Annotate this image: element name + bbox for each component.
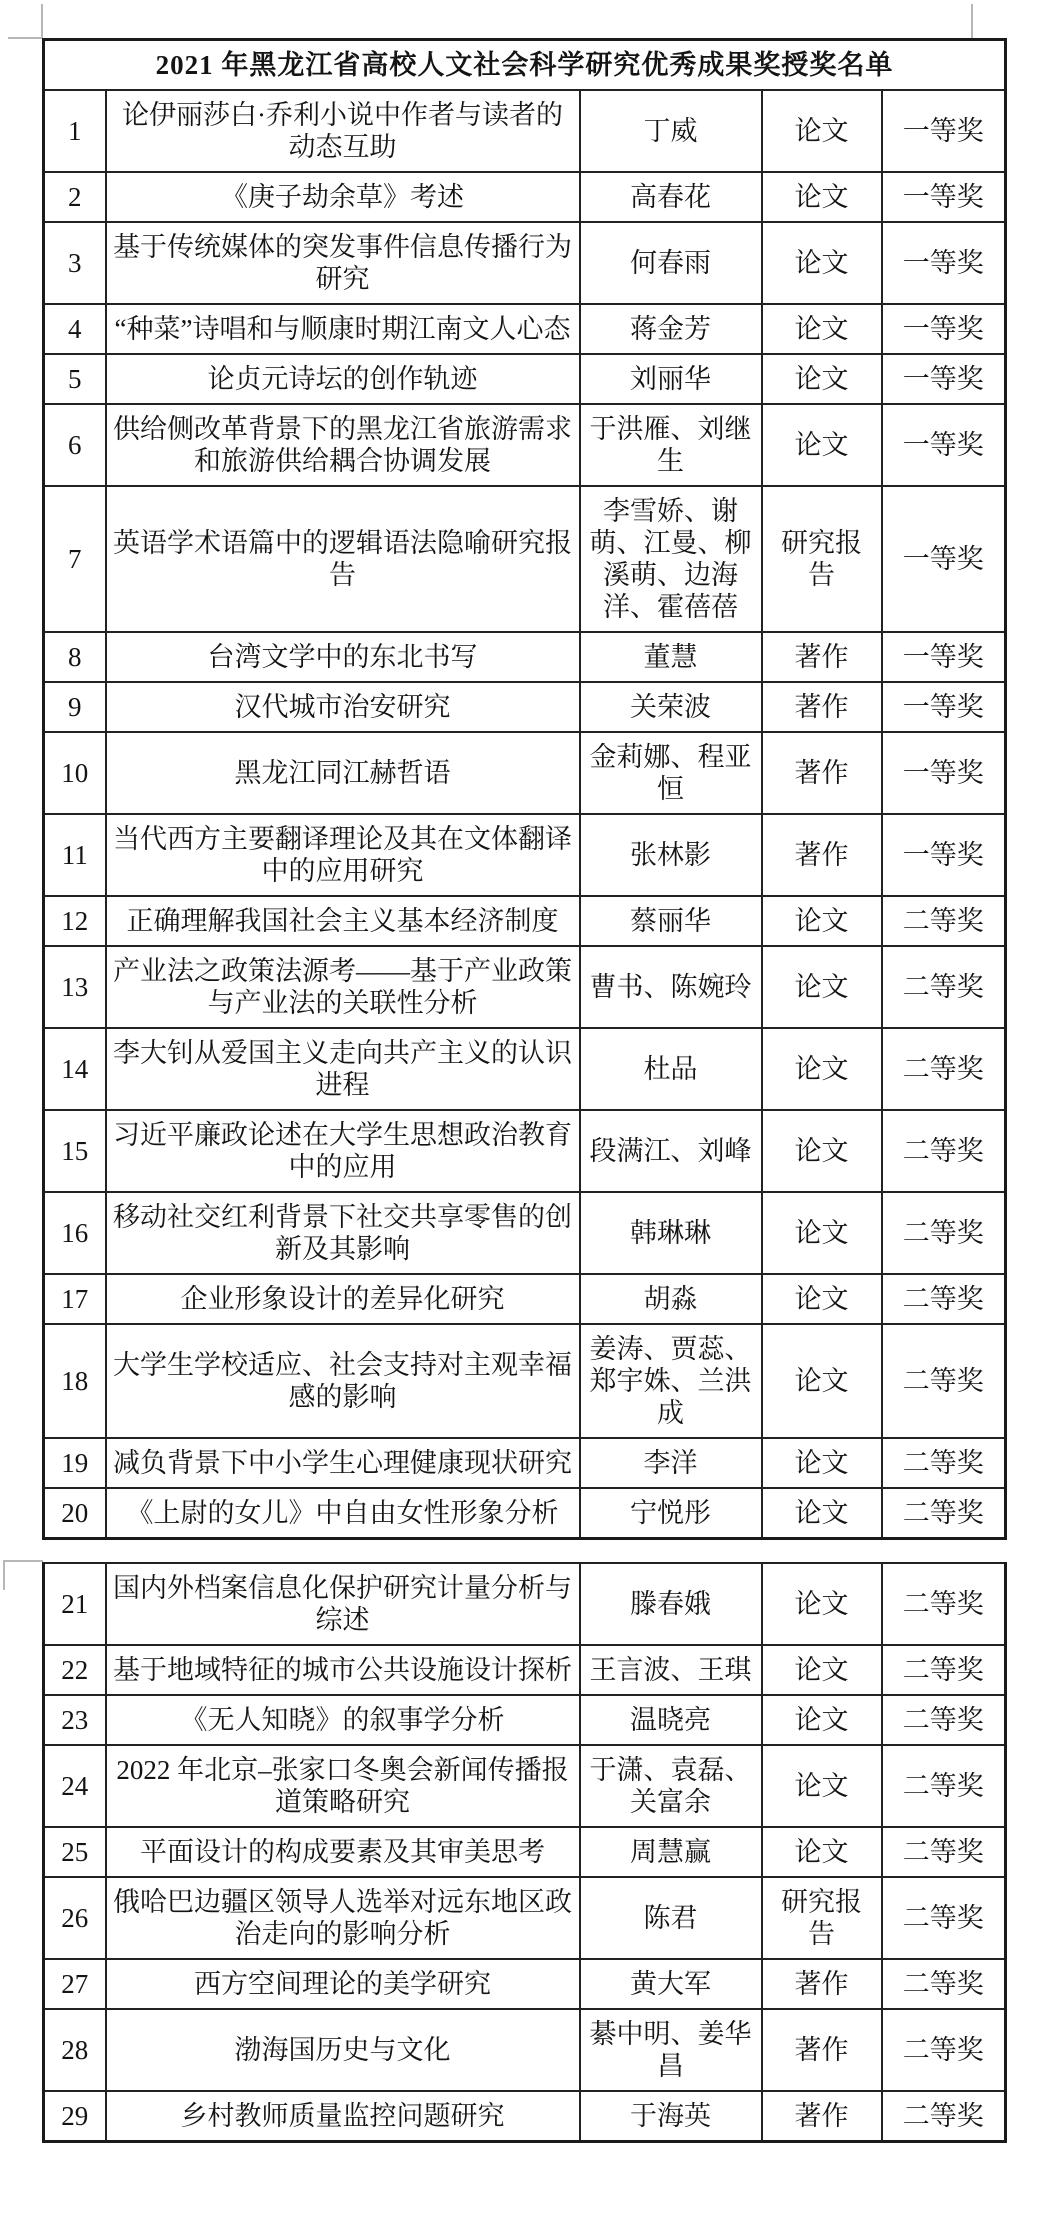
awards-table-segment-2 [42, 1562, 1007, 2143]
cell-achievement-title: 平面设计的构成要素及其审美思考 [106, 1827, 580, 1877]
cell-row-number: 1 [44, 90, 106, 172]
cell-authors: 黄大军 [580, 1959, 762, 2009]
cell-authors: 张林影 [580, 814, 762, 896]
cell-row-number: 14 [44, 1028, 106, 1110]
cell-achievement-title: 《无人知晓》的叙事学分析 [106, 1695, 580, 1745]
cell-row-number: 23 [44, 1695, 106, 1745]
cell-row-number: 29 [44, 2091, 106, 2142]
cell-row-number: 16 [44, 1192, 106, 1274]
cell-authors: 刘丽华 [580, 354, 762, 404]
cell-achievement-type: 论文 [762, 172, 882, 222]
cell-achievement-title: 西方空间理论的美学研究 [106, 1959, 580, 2009]
cell-achievement-title: 大学生学校适应、社会支持对主观幸福感的影响 [106, 1324, 580, 1438]
cell-row-number: 15 [44, 1110, 106, 1192]
table-row [44, 1438, 1006, 1488]
cell-achievement-type: 论文 [762, 404, 882, 486]
cell-row-number: 25 [44, 1827, 106, 1877]
cell-achievement-type: 论文 [762, 1563, 882, 1645]
cell-achievement-title: “种菜”诗唱和与顺康时期江南文人心态 [106, 304, 580, 354]
table-row [44, 304, 1006, 354]
cell-award-level: 一等奖 [882, 682, 1006, 732]
cell-achievement-type: 著作 [762, 2091, 882, 2142]
cell-row-number: 11 [44, 814, 106, 896]
table-row [44, 814, 1006, 896]
cell-achievement-type: 著作 [762, 732, 882, 814]
cell-award-level: 一等奖 [882, 814, 1006, 896]
awards-rows-page-1 [44, 90, 1006, 1539]
cell-award-level: 一等奖 [882, 732, 1006, 814]
cell-achievement-title: 《上尉的女儿》中自由女性形象分析 [106, 1488, 580, 1539]
cell-award-level: 一等奖 [882, 354, 1006, 404]
cell-achievement-type: 论文 [762, 354, 882, 404]
table-row [44, 354, 1006, 404]
cell-row-number: 19 [44, 1438, 106, 1488]
scan-artifact-line [8, 37, 42, 39]
cell-authors: 金莉娜、程亚恒 [580, 732, 762, 814]
cell-row-number: 13 [44, 946, 106, 1028]
cell-achievement-title: 论伊丽莎白·乔利小说中作者与读者的动态互助 [106, 90, 580, 172]
cell-award-level: 一等奖 [882, 172, 1006, 222]
cell-achievement-type: 论文 [762, 1028, 882, 1110]
cell-award-level: 一等奖 [882, 486, 1006, 632]
cell-authors: 王言波、王琪 [580, 1645, 762, 1695]
cell-row-number: 17 [44, 1274, 106, 1324]
cell-row-number: 28 [44, 2009, 106, 2091]
cell-authors: 丁威 [580, 90, 762, 172]
table-row [44, 1959, 1006, 2009]
cell-award-level: 二等奖 [882, 1645, 1006, 1695]
page-break-segment [42, 1562, 1004, 2143]
cell-row-number: 27 [44, 1959, 106, 2009]
cell-award-level: 二等奖 [882, 896, 1006, 946]
cell-achievement-type: 研究报告 [762, 1877, 882, 1959]
cell-achievement-type: 研究报告 [762, 486, 882, 632]
table-row [44, 90, 1006, 172]
cell-award-level: 二等奖 [882, 1563, 1006, 1645]
cell-achievement-title: 《庚子劫余草》考述 [106, 172, 580, 222]
scan-artifact-line [971, 4, 973, 40]
table-row [44, 1645, 1006, 1695]
cell-achievement-type: 论文 [762, 1438, 882, 1488]
cell-authors: 陈君 [580, 1877, 762, 1959]
title-row [44, 40, 1006, 91]
cell-achievement-title: 产业法之政策法源考——基于产业政策与产业法的关联性分析 [106, 946, 580, 1028]
awards-table-segment-1 [42, 38, 1007, 1540]
cell-achievement-title: 汉代城市治安研究 [106, 682, 580, 732]
document-title: 2021 年黑龙江省高校人文社会科学研究优秀成果奖授奖名单 [44, 40, 1006, 91]
cell-row-number: 20 [44, 1488, 106, 1539]
cell-achievement-type: 论文 [762, 1695, 882, 1745]
table-row [44, 1877, 1006, 1959]
table-row [44, 1563, 1006, 1645]
table-row [44, 172, 1006, 222]
cell-achievement-type: 论文 [762, 1745, 882, 1827]
cell-authors: 曹书、陈婉玲 [580, 946, 762, 1028]
cell-award-level: 二等奖 [882, 1438, 1006, 1488]
cell-achievement-title: 论贞元诗坛的创作轨迹 [106, 354, 580, 404]
cell-achievement-type: 论文 [762, 1110, 882, 1192]
cell-award-level: 二等奖 [882, 1827, 1006, 1877]
cell-achievement-title: 台湾文学中的东北书写 [106, 632, 580, 682]
table-row [44, 682, 1006, 732]
cell-achievement-type: 论文 [762, 1488, 882, 1539]
cell-achievement-title: 基于地域特征的城市公共设施设计探析 [106, 1645, 580, 1695]
cell-award-level: 二等奖 [882, 2091, 1006, 2142]
cell-achievement-title: 国内外档案信息化保护研究计量分析与综述 [106, 1563, 580, 1645]
cell-authors: 温晓亮 [580, 1695, 762, 1745]
cell-achievement-type: 著作 [762, 632, 882, 682]
cell-row-number: 6 [44, 404, 106, 486]
cell-award-level: 一等奖 [882, 222, 1006, 304]
cell-achievement-type: 论文 [762, 1324, 882, 1438]
cell-row-number: 2 [44, 172, 106, 222]
cell-row-number: 10 [44, 732, 106, 814]
cell-award-level: 二等奖 [882, 1959, 1006, 2009]
cell-achievement-title: 正确理解我国社会主义基本经济制度 [106, 896, 580, 946]
cell-award-level: 二等奖 [882, 1028, 1006, 1110]
cell-authors: 关荣波 [580, 682, 762, 732]
table-row [44, 896, 1006, 946]
cell-row-number: 12 [44, 896, 106, 946]
cell-achievement-title: 习近平廉政论述在大学生思想政治教育中的应用 [106, 1110, 580, 1192]
cell-row-number: 21 [44, 1563, 106, 1645]
cell-award-level: 二等奖 [882, 1488, 1006, 1539]
cell-row-number: 5 [44, 354, 106, 404]
table-row [44, 404, 1006, 486]
cell-achievement-type: 论文 [762, 946, 882, 1028]
cell-authors: 段满江、刘峰 [580, 1110, 762, 1192]
cell-row-number: 24 [44, 1745, 106, 1827]
cell-authors: 宁悦彤 [580, 1488, 762, 1539]
cell-award-level: 二等奖 [882, 1110, 1006, 1192]
cell-authors: 姜涛、贾蕊、郑宇姝、兰洪成 [580, 1324, 762, 1438]
cell-row-number: 4 [44, 304, 106, 354]
cell-achievement-type: 论文 [762, 1645, 882, 1695]
cell-award-level: 一等奖 [882, 304, 1006, 354]
cell-achievement-type: 论文 [762, 304, 882, 354]
table-row [44, 632, 1006, 682]
cell-achievement-title: 俄哈巴边疆区领导人选举对远东地区政治走向的影响分析 [106, 1877, 580, 1959]
cell-authors: 李洋 [580, 1438, 762, 1488]
cell-achievement-type: 论文 [762, 1274, 882, 1324]
cell-authors: 董慧 [580, 632, 762, 682]
cell-award-level: 二等奖 [882, 1877, 1006, 1959]
table-row [44, 1110, 1006, 1192]
cell-row-number: 3 [44, 222, 106, 304]
cell-achievement-type: 论文 [762, 90, 882, 172]
cell-award-level: 二等奖 [882, 1695, 1006, 1745]
scan-artifact-line [3, 1560, 5, 1590]
cell-achievement-title: 英语学术语篇中的逻辑语法隐喻研究报告 [106, 486, 580, 632]
cell-authors: 綦中明、姜华昌 [580, 2009, 762, 2091]
cell-achievement-type: 著作 [762, 682, 882, 732]
table-row [44, 486, 1006, 632]
cell-row-number: 7 [44, 486, 106, 632]
cell-achievement-type: 著作 [762, 814, 882, 896]
cell-row-number: 9 [44, 682, 106, 732]
cell-achievement-title: 乡村教师质量监控问题研究 [106, 2091, 580, 2142]
cell-award-level: 一等奖 [882, 632, 1006, 682]
scan-artifact-line [3, 1560, 43, 1562]
cell-authors: 李雪娇、谢萌、江曼、柳溪萌、边海洋、霍蓓蓓 [580, 486, 762, 632]
cell-row-number: 8 [44, 632, 106, 682]
table-row [44, 1274, 1006, 1324]
cell-award-level: 二等奖 [882, 946, 1006, 1028]
cell-authors: 滕春娥 [580, 1563, 762, 1645]
cell-achievement-title: 黑龙江同江赫哲语 [106, 732, 580, 814]
cell-award-level: 一等奖 [882, 90, 1006, 172]
cell-authors: 何春雨 [580, 222, 762, 304]
cell-award-level: 二等奖 [882, 1274, 1006, 1324]
table-row [44, 1192, 1006, 1274]
cell-achievement-type: 论文 [762, 1192, 882, 1274]
cell-award-level: 一等奖 [882, 404, 1006, 486]
cell-achievement-type: 论文 [762, 896, 882, 946]
cell-row-number: 26 [44, 1877, 106, 1959]
cell-achievement-type: 论文 [762, 1827, 882, 1877]
document-page [42, 38, 1004, 2143]
cell-authors: 蒋金芳 [580, 304, 762, 354]
cell-achievement-title: 基于传统媒体的突发事件信息传播行为研究 [106, 222, 580, 304]
awards-rows-page-2 [44, 1563, 1006, 2142]
cell-authors: 蔡丽华 [580, 896, 762, 946]
table-row [44, 1488, 1006, 1539]
cell-achievement-type: 著作 [762, 2009, 882, 2091]
cell-achievement-title: 减负背景下中小学生心理健康现状研究 [106, 1438, 580, 1488]
cell-authors: 胡淼 [580, 1274, 762, 1324]
cell-achievement-title: 当代西方主要翻译理论及其在文体翻译中的应用研究 [106, 814, 580, 896]
cell-authors: 杜品 [580, 1028, 762, 1110]
cell-row-number: 22 [44, 1645, 106, 1695]
cell-award-level: 二等奖 [882, 1745, 1006, 1827]
cell-achievement-type: 著作 [762, 1959, 882, 2009]
table-row [44, 946, 1006, 1028]
cell-award-level: 二等奖 [882, 1324, 1006, 1438]
cell-authors: 周慧赢 [580, 1827, 762, 1877]
cell-achievement-type: 论文 [762, 222, 882, 304]
cell-authors: 于潇、袁磊、关富余 [580, 1745, 762, 1827]
cell-authors: 于海英 [580, 2091, 762, 2142]
table-row [44, 1827, 1006, 1877]
table-row [44, 2009, 1006, 2091]
table-row [44, 2091, 1006, 2142]
cell-award-level: 二等奖 [882, 1192, 1006, 1274]
cell-achievement-title: 移动社交红利背景下社交共享零售的创新及其影响 [106, 1192, 580, 1274]
table-row [44, 732, 1006, 814]
scan-artifact-line [41, 4, 43, 39]
cell-achievement-title: 2022 年北京–张家口冬奥会新闻传播报道策略研究 [106, 1745, 580, 1827]
table-row [44, 1028, 1006, 1110]
cell-achievement-title: 企业形象设计的差异化研究 [106, 1274, 580, 1324]
cell-achievement-title: 供给侧改革背景下的黑龙江省旅游需求和旅游供给耦合协调发展 [106, 404, 580, 486]
table-row [44, 1324, 1006, 1438]
cell-authors: 于洪雁、刘继生 [580, 404, 762, 486]
cell-row-number: 18 [44, 1324, 106, 1438]
table-row [44, 222, 1006, 304]
table-row [44, 1745, 1006, 1827]
cell-authors: 韩琳琳 [580, 1192, 762, 1274]
cell-award-level: 二等奖 [882, 2009, 1006, 2091]
cell-achievement-title: 渤海国历史与文化 [106, 2009, 580, 2091]
cell-authors: 高春花 [580, 172, 762, 222]
cell-achievement-title: 李大钊从爱国主义走向共产主义的认识进程 [106, 1028, 580, 1110]
table-row [44, 1695, 1006, 1745]
